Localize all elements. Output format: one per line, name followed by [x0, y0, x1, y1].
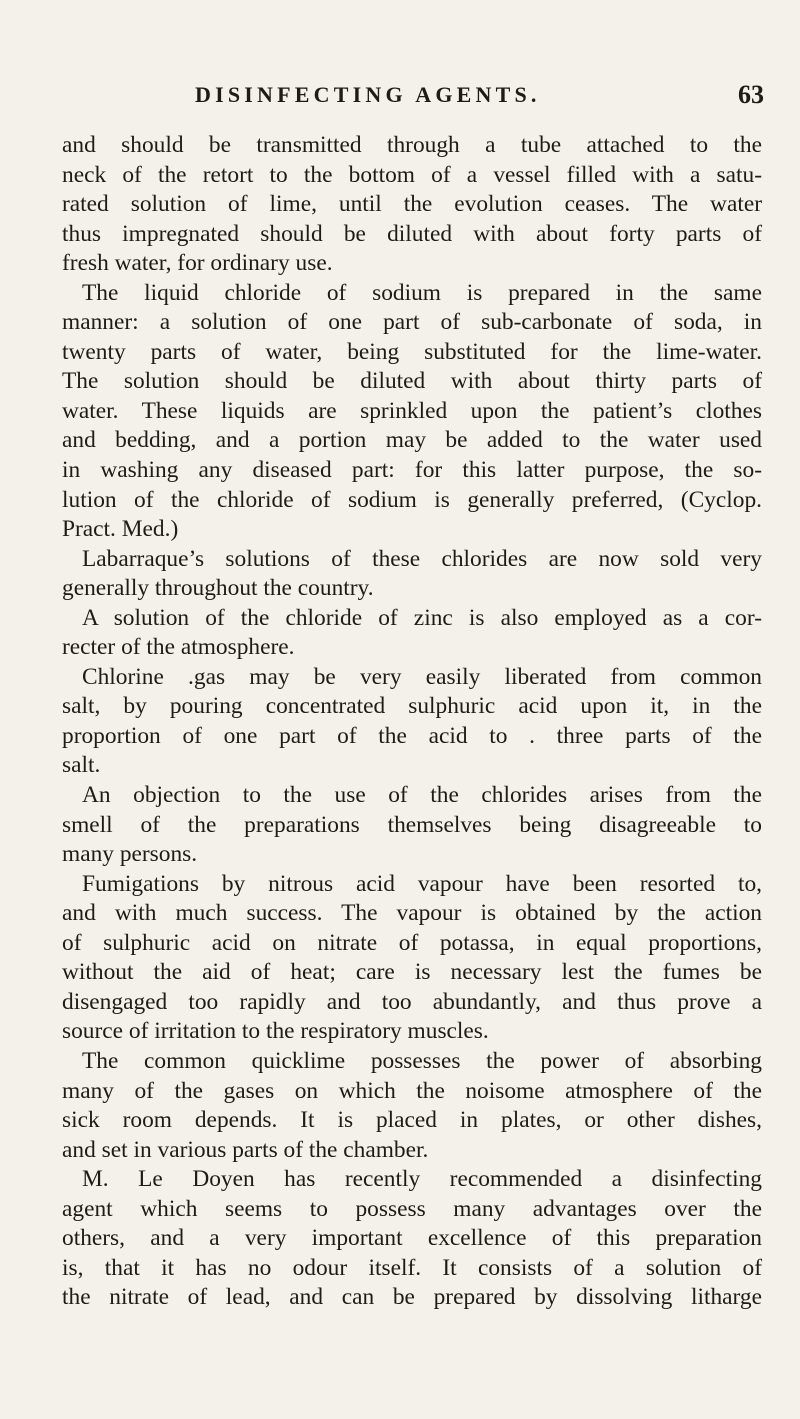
text-line: rated solution of lime, until the evolution ceases. The water: [62, 191, 762, 218]
page-number: 63: [738, 80, 764, 109]
text-line: The solution should be diluted with about thirty parts of: [62, 368, 762, 395]
text-line: and bedding, and a portion may be added to the water used: [62, 427, 762, 454]
text-line: Fumigations by nitrous acid vapour have been resorted to,: [82, 870, 762, 897]
text-line: thus impregnated should be diluted with about forty parts of: [62, 220, 762, 247]
text-line: many persons.: [62, 841, 198, 868]
text-line: salt, by pouring concentrated sulphuric acid upon it, in the: [62, 693, 762, 720]
text-line: manner: a solution of one part of sub-carbonate of soda, in: [62, 309, 762, 336]
text-line: neck of the retort to the bottom of a vessel filled with a satu-: [62, 161, 762, 188]
text-line: fresh water, for ordinary use.: [62, 250, 333, 277]
text-line: agent which seems to possess many advantages over the: [62, 1195, 762, 1222]
text-line: The common quicklime possesses the power of absorbing: [82, 1047, 762, 1074]
text-line: is, that it has no odour itself. It consists of a solution of: [62, 1254, 762, 1281]
text-line: proportion of one part of the acid to . three parts of the: [62, 722, 762, 749]
text-line: Labarraque’s solutions of these chlorides are now sold very: [82, 545, 762, 572]
text-line: smell of the preparations themselves being disagreeable to: [62, 811, 762, 838]
text-line: recter of the atmosphere.: [62, 634, 295, 661]
text-line: others, and a very important excellence of this preparation: [62, 1225, 762, 1252]
text-line: twenty parts of water, being substituted for the lime-water.: [62, 338, 762, 365]
text-line: sick room depends. It is placed in plates, or other dishes,: [62, 1107, 762, 1134]
running-title: DISINFECTING AGENTS.: [195, 82, 541, 107]
text-line: in washing any diseased part: for this latter purpose, the so-: [62, 457, 762, 484]
text-line: Chlorine .gas may be very easily liberated from common: [82, 663, 762, 690]
text-line: water. These liquids are sprinkled upon the patient’s clothes: [62, 397, 762, 424]
text-line: without the aid of heat; care is necessary lest the fumes be: [62, 959, 762, 986]
text-line: A solution of the chloride of zinc is also employed as a cor-: [82, 604, 762, 631]
text-line: and with much success. The vapour is obtained by the action: [62, 900, 762, 927]
text-line: An objection to the use of the chlorides arises from the: [82, 782, 762, 809]
text-line: and set in various parts of the chamber.: [62, 1136, 429, 1163]
text-line: The liquid chloride of sodium is prepared in the same: [82, 279, 762, 306]
body-text: [62, 131, 762, 1313]
text-line: the nitrate of lead, and can be prepared by dissolving litharge: [62, 1284, 762, 1311]
text-line: lution of the chloride of sodium is generally preferred, (Cyclop.: [62, 486, 762, 513]
text-line: many of the gases on which the noisome atmosphere of the: [62, 1077, 762, 1104]
text-line: source of irritation to the respiratory muscles.: [62, 1018, 489, 1045]
running-head: [62, 82, 764, 112]
text-line: of sulphuric acid on nitrate of potassa, in equal proportions,: [62, 929, 762, 956]
text-line: Pract. Med.): [62, 516, 179, 543]
text-line: and should be transmitted through a tube attached to the: [62, 132, 762, 158]
text-line: M. Le Doyen has recently recommended a disinfecting: [82, 1166, 762, 1193]
text-line: salt.: [62, 752, 101, 779]
text-line: generally throughout the country.: [62, 575, 374, 602]
text-line: disengaged too rapidly and too abundantly, and thus prove a: [62, 988, 762, 1015]
